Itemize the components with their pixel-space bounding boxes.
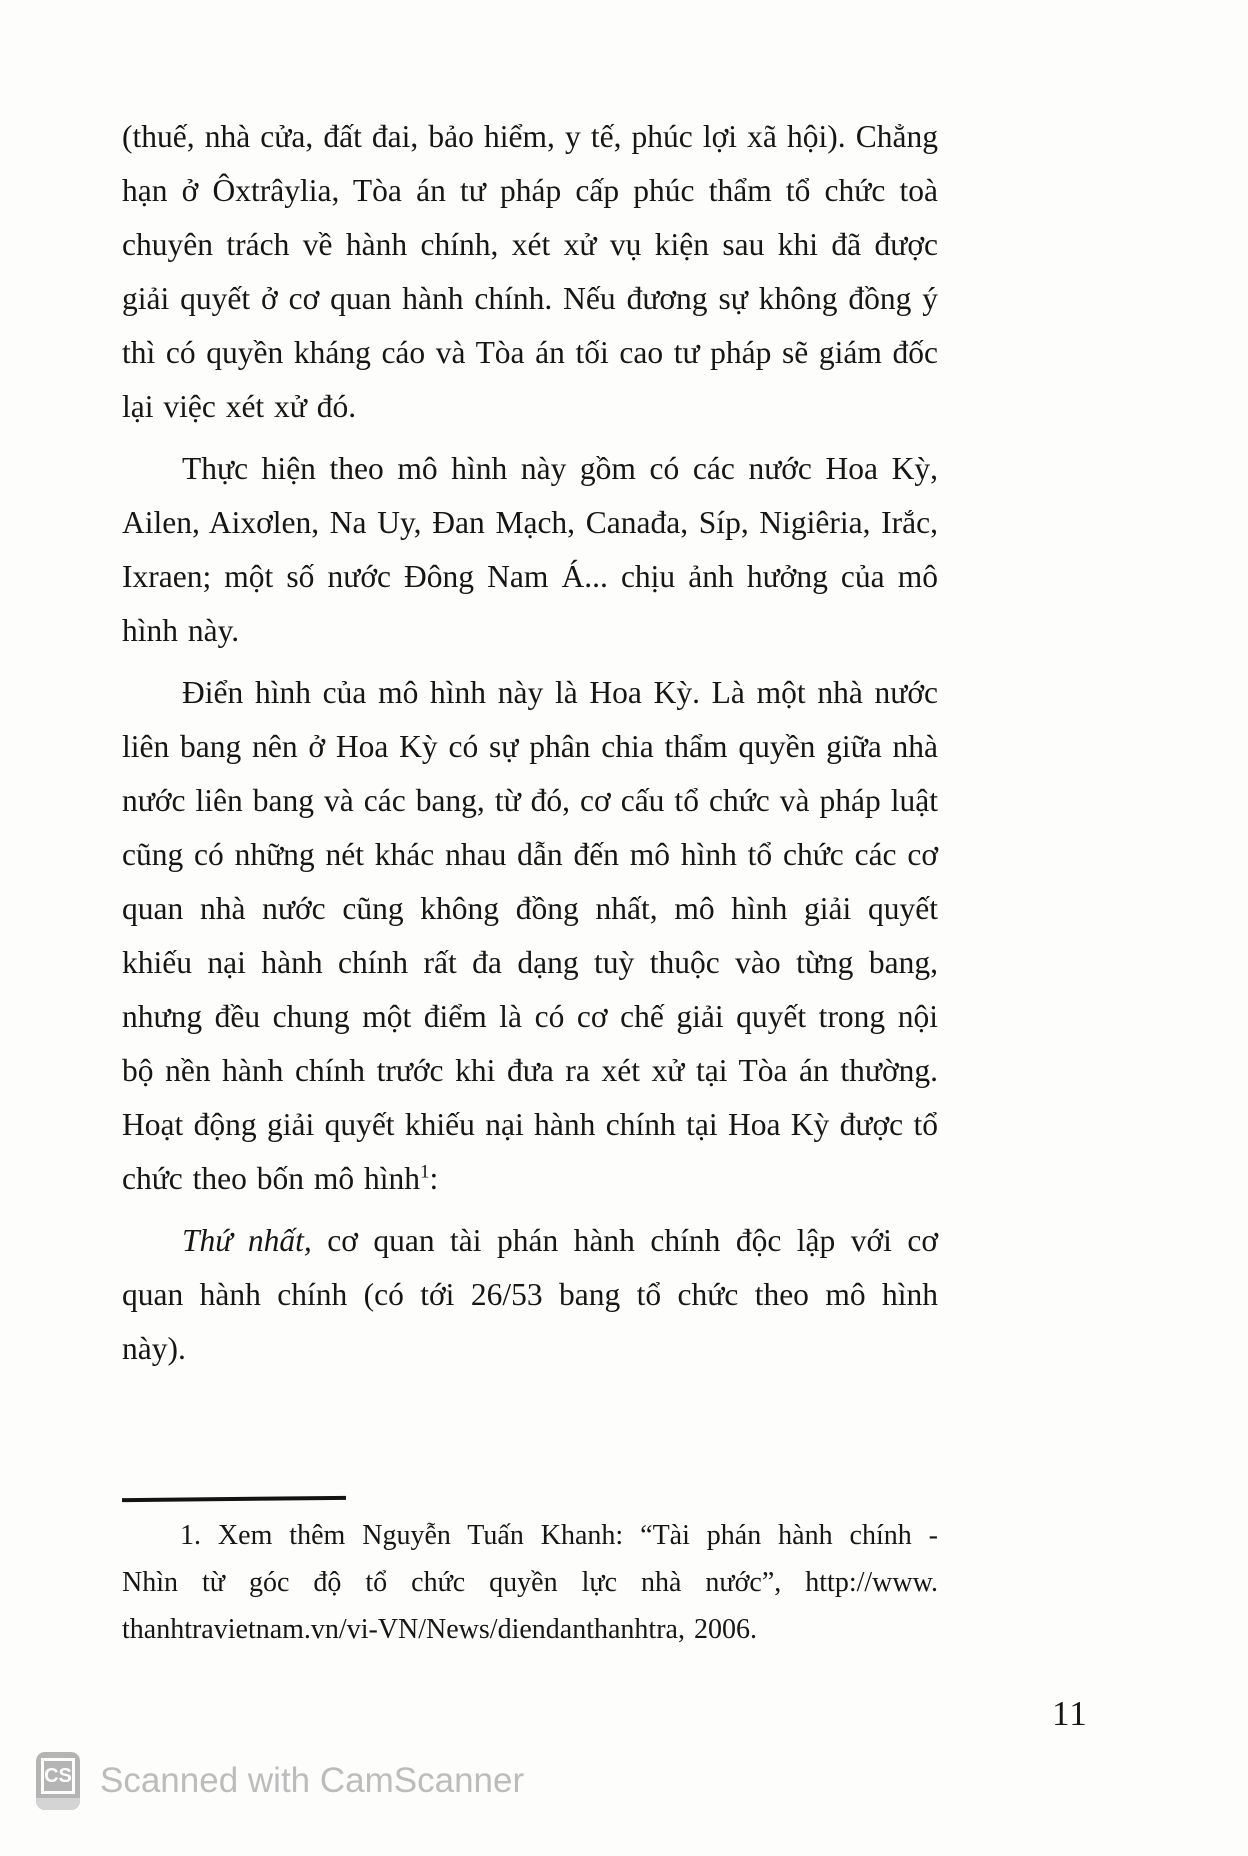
paragraph-4 [122, 1214, 938, 1376]
paragraph-3-text: Điển hình của mô hình này là Hoa Kỳ. Là một nhà nước liên bang nên ở Hoa Kỳ có sự phân chia thẩm quyền giữa nhà nước liên bang và các bang, từ đó, cơ cấu tổ chức và pháp luật cũng có những nét khác nhau dẫn đến mô hình tổ chức các cơ quan nhà nước cũng không đồng nhất, mô hình giải quyết khiếu nại hành chính rất đa dạng tuỳ thuộc vào từng bang, nhưng đều chung một điểm là có cơ chế giải quyết trong nội bộ nền hành chính trước khi đưa ra xét xử tại Tòa án thường. Hoạt động giải quyết khiếu nại hành chính tại Hoa Kỳ được tổ chức theo bốn mô hình [122, 675, 938, 1196]
footnote-reference-marker: 1 [420, 1161, 430, 1183]
paragraph-3-tail: : [429, 1161, 439, 1196]
camscanner-watermark [36, 1752, 524, 1810]
paragraph-2-text: Thực hiện theo mô hình này gồm có các nước Hoa Kỳ, Ailen, Aixơlen, Na Uy, Đan Mạch, Canađa, Síp, Nigiêria, Irắc, Ixraen; một số nước Đông Nam Á... chịu ảnh hưởng của mô hình này. [122, 451, 938, 648]
camscanner-icon [36, 1752, 80, 1810]
footnote-separator-rule [122, 1496, 346, 1502]
paragraph-2 [122, 442, 938, 658]
body-text [122, 110, 938, 1384]
paragraph-1-text: (thuế, nhà cửa, đất đai, bảo hiểm, y tế, phúc lợi xã hội). Chẳng hạn ở Ôxtrâylia, Tòa án tư pháp cấp phúc thẩm tổ chức toà chuyên trách về hành chính, xét xử vụ kiện sau khi đã được giải quyết ở cơ quan hành chính. Nếu đương sự không đồng ý thì có quyền kháng cáo và Tòa án tối cao tư pháp sẽ giám đốc lại việc xét xử đó. [122, 119, 938, 424]
paragraph-4-text: cơ quan tài phán hành chính độc lập với cơ quan hành chính (có tới 26/53 bang tổ chức theo mô hình này). [122, 1223, 939, 1366]
paragraph-1 [122, 110, 938, 434]
camscanner-icon-label: CS [41, 1758, 75, 1794]
page-number: 11 [1052, 1694, 1088, 1733]
footnote-line-2: Nhìn từ góc độ tổ chức quyền lực nhà nước”, http://www. [122, 1567, 938, 1598]
camscanner-icon-tab [36, 1798, 80, 1810]
footnote-line-3: thanhtravietnam.vn/vi-VN/News/diendanthanhtra, 2006. [122, 1614, 757, 1645]
watermark-text: Scanned with CamScanner [100, 1761, 525, 1800]
paragraph-4-lead-italic: Thứ nhất, [182, 1223, 312, 1258]
footnote-line-1: 1. Xem thêm Nguyễn Tuấn Khanh: “Tài phán hành chính - [180, 1520, 938, 1551]
footnote [122, 1512, 938, 1653]
paragraph-3 [122, 666, 938, 1206]
